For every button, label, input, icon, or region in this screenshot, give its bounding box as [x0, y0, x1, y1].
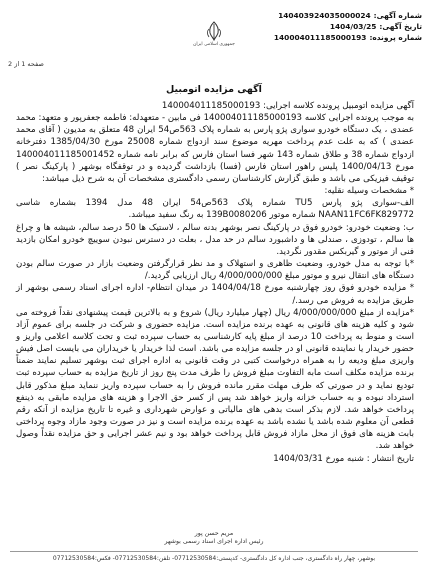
signature-block	[0, 530, 428, 546]
notice-date-row	[222, 21, 422, 32]
auction-date-paragraph: * مزایده خودرو فوق روز چهارشنبه مورخ 1404/04/18 در میدان انتظام- اداره اجرای اسناد رسمی بوشهر از طریق مزایده به فروش می رسد./	[16, 283, 414, 306]
official-emblem	[185, 20, 243, 48]
footer-address: بوشهر، چهار راه دادگستری، جنب اداره کل دادگستری- کدپستی:07712530584- تلفن:07712530584- فکس:07712530584	[10, 551, 418, 562]
notice-date-label: تاریخ آگهی:	[379, 22, 422, 31]
signer-position: رئیس اداره اجرای اسناد رسمی بوشهر	[164, 538, 264, 545]
iran-emblem-icon	[203, 20, 225, 42]
case-number-label: شماره پرونده:	[369, 33, 422, 42]
page-indicator: صفحه 1 از 2	[8, 60, 44, 68]
case-description-paragraph: به موجب پرونده اجرایی کلاسه 140004011185000193 فی مابین - متعهدله: فاطمه جعفرپور و متعهد: محمد عضدی ، یک دستگاه خودرو سواری پژو پارس به شماره پلاک 563ص54 ایران 48 متعلق به مدیون ( آقای محمد عضدی ) که به علت عدم پرداخت مهریه موضوع سند ازدواج شماره 25008 مورخ 1385/04/30 دفترخانه ازدواج شماره 38 و طلاق شماره 143 شهر فسا استان فارس که برابر نامه شماره 140004011185001452 مورخ 1400/04/13 پلیس راهور استان فارس (فسا) بازداشت گردیده و در توقفگاه بوشهر ( پارکینگ نصر ) توقیف فیزیکی می باشد و طبق گزارش کارشناسان رسمی دادگستری مشخصات آن به شرح ذیل میباشد:	[16, 113, 415, 184]
notice-number: 140403924035000024	[278, 11, 371, 20]
auction-terms-paragraph: *مزایده از مبلغ 4/000/000/000 ریال (چهار میلیارد ریال) شروع و به بالاترین قیمت پیشنهادی نقداً فروخته می شود و کلیه هزینه های قانونی به عهده برنده مزایده است. مزایده حضوری و شرکت در جلسه برای عموم آزاد است و منوط به پرداخت 10 درصد از مبلغ پایه کارشناسی به حساب سپرده ثبت و تحت کلاسه اعلامی واریز و حضور خریدار یا نماینده قانونی او در جلسه مزایده می باشد. است لذا خریدار یا خریداران می بایست اصل فیش واریزی مبلغ ودیعه را به همراه درخواست کتبی در وقت قانونی به اداره اجرای ثبت بوشهر تسلیم نمایند ضمناً برنده مزایده مکلف است مابه التفاوت مبلغ فروش را ظرف مدت پنج روز از تاریخ مزایده به حساب سپرده ثبت تودیع نماید و در صورتی که ظرف مهلت مقرر مانده فروش را به حساب سپرده واریز ننماید مبلغ مذکور قابل استرداد نبوده و به حساب خزانه واریز خواهد شد پس از کسر حق الاجرا و هزینه های مزایده مابقی به ذینفع پرداخت خواهد شد. لازم بذکر است بدهی های مالیاتی و عوارض شهرداری و غیره تا تاریخ مزایده از آنکه رقم قطعی آن معلوم شده باشد یا نشده باشد به عهده برنده مزایده است و نیز در صورت وجود مازاد وجوه پرداختی بابت هزینه های فوق از محل مازاد فروش قابل پرداخت خواهد بود و نیم عشر اجرایی و حق مزایده نقداً وصول خواهد شد.	[16, 307, 414, 452]
document-title: آگهی مزایده اتومبیل	[166, 84, 262, 95]
vehicle-condition-paragraph: ب: وضعیت خودرو: خودرو فوق در پارکینگ نصر بوشهر بدنه سالم ، لاستیک ها 50 درصد سالم، شیشه ها و چراغ ها سالم ، تودوزی ، صندلی ها و داشبورد سالم در حد مدل ، بعلت در دسترس نبودن سوییچ خودرو امکان بازدید فنی از موتور و گیربکس مقدور نگردید.	[16, 222, 414, 257]
emblem-caption: جمهوری اسلامی ایران	[193, 42, 235, 47]
document-body	[16, 100, 414, 465]
notice-number-row	[222, 10, 422, 21]
appraisal-paragraph: *با توجه به مدل خودرو، وضعیت ظاهری و استهلاک و مد نظر قرارگرفتن وضعیت بازار در صورت سالم بودن دستگاه های انتقال نیرو و موتور مبلغ 4/000/000/000 ریال ارزیابی گردید./	[16, 259, 414, 282]
signer-name: مریم حسن پور	[194, 530, 234, 537]
notice-meta	[222, 10, 422, 43]
vehicle-specs-paragraph: الف-سواری پژو پارس TU5 شماره پلاک 563ص54 ایران 48 مدل 1394 بشماره شاسی NAAN11FC6FK829772 شماره موتور 139B0080206 به رنگ سفید میباشد.	[16, 198, 414, 221]
notice-number-label: شماره آگهی:	[373, 11, 422, 20]
case-heading-paragraph: آگهی مزایده اتومبیل پرونده کلاسه اجرایی: 140004011185000193	[161, 101, 414, 111]
case-number-row	[222, 32, 422, 43]
case-number: 140004011185000193	[273, 33, 367, 42]
publication-date: تاریخ انتشار : شنبه مورخ 1404/03/31	[273, 453, 414, 464]
notice-date: 1404/03/25	[329, 22, 377, 31]
vehicle-specs-heading: * مشخصات وسیله نقلیه:	[324, 186, 414, 197]
